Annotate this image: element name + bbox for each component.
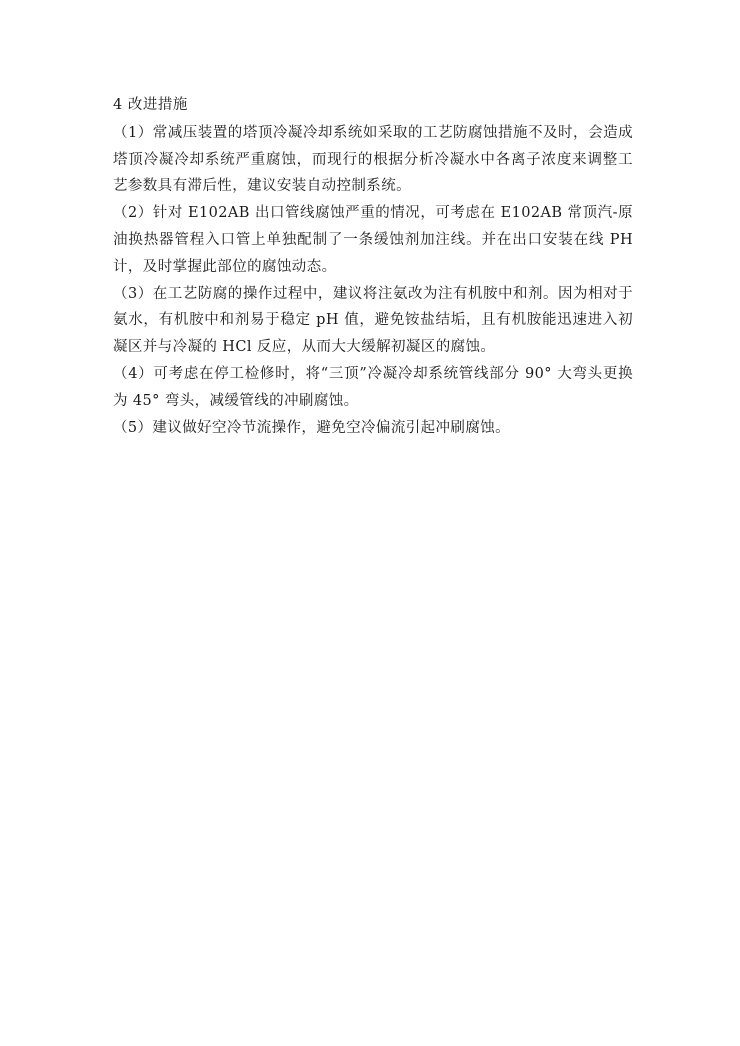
document-body <box>113 92 633 441</box>
paragraph-4: （4）可考虑在停工检修时，将“三顶”冷凝冷却系统管线部分 90° 大弯头更换为 45° 弯头，减缓管线的冲刷腐蚀。 <box>113 365 633 409</box>
paragraph-2: （2）针对 E102AB 出口管线腐蚀严重的情况，可考虑在 E102AB 常顶汽-原油换热器管程入口管上单独配制了一条缓蚀剂加注线。并在出口安装在线 PH 计，及时掌握此部位的腐蚀动态。 <box>113 205 633 275</box>
paragraph-3: （3）在工艺防腐的操作过程中，建议将注氨改为注有机胺中和剂。因为相对于氨水，有机胺中和剂易于稳定 pH 值，避免铵盐结垢，且有机胺能迅速进入初凝区并与冷凝的 HCl 反应，从而大大缓解初凝区的腐蚀。 <box>113 285 633 356</box>
paragraph-1: （1）常减压装置的塔顶冷凝冷却系统如采取的工艺防腐蚀措施不及时，会造成塔顶冷凝冷却系统严重腐蚀，而现行的根据分析冷凝水中各离子浓度来调整工艺参数具有滞后性，建议安装自动控制系统。 <box>113 124 633 195</box>
section-heading: 4 改进措施 <box>113 97 188 113</box>
paragraph-5: （5）建议做好空冷节流操作，避免空冷偏流引起冲刷腐蚀。 <box>113 419 511 436</box>
